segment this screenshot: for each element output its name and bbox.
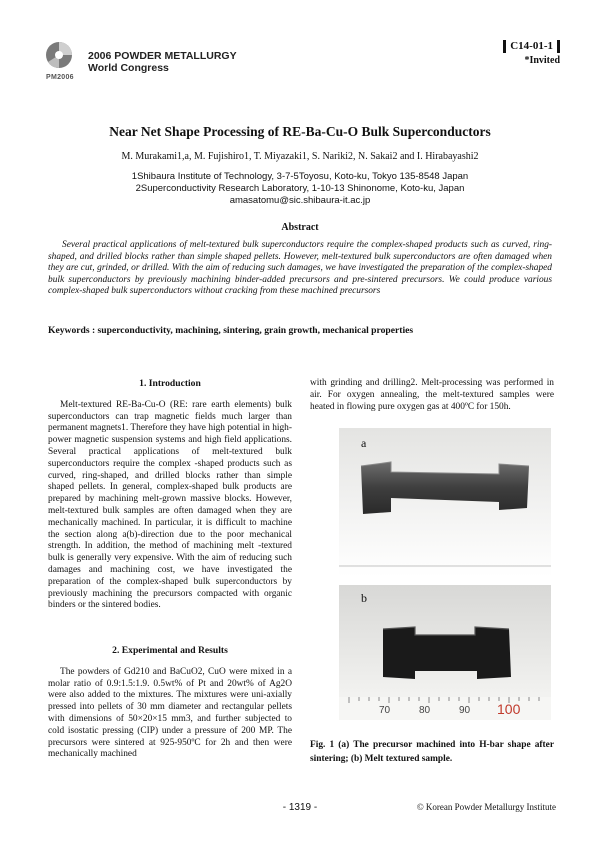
author-email: amasatomu@sic.shibaura-it.ac.jp [229,195,371,206]
figure-photo-b [339,585,551,720]
conference-name [88,50,237,74]
exp-paragraph: The powders of Gd210 and BaCuO2, CuO were mixed in a molar ratio of 0.9:1.5:1.9. 0.5wt% of Pt and 20wt% of Ag2O were also added to the mixtures. The mixtures were uni-axially pressed into pellets of 30 mm diameter and rectangular pellets with dimensions of 50×20×15 mm3, and further subjected to cold isostatic pressing (CIP) under a pressure of 200 MP. The precursors were sintered at 925-950ºC for 2h and then were mechanically machined [48,666,292,760]
ruler-number-80: 80 [419,705,431,716]
figure-photo-a [339,428,551,577]
figure-label-a: a [361,436,367,450]
figure-label-b: b [361,591,367,605]
right-column-text: with grinding and drilling2. Melt-processing was performed in air. For oxygen annealing, the melt-textured samples were heated in flowing pure oxygen gas at 400ºC for 150h. [310,378,554,412]
page-number: - 1319 - [282,802,318,813]
intro-heading: 1. Introduction [139,378,201,389]
paper-code: C14-01-1 [503,40,560,53]
affiliation-1: 1Shibaura Institute of Technology, 3-7-5Toyosu, Koto-ku, Tokyo 135-8548 Japan [131,171,469,182]
ruler-number-70: 70 [379,705,391,716]
conference-line-1: 2006 POWDER METALLURGY [88,50,237,62]
ruler-number-100: 100 [497,701,521,717]
ruler-number-90: 90 [459,705,471,716]
intro-paragraph: Melt-textured RE-Ba-Cu-O (RE: rare earth elements) bulk superconductors can trap magnetic fields much larger than permanent magnets1. Therefore they have high potential in high-power magnetic suspension systems and high field applications. Several practical applications of melt-textured bulk superconductors require the complex -shaped products such as curved, ring-shaped, and drilled blocks rather than simple shaped pellets. In general, complex-shaped bulk products are prepared by machining melt-grown massive blocks. However, melt-textured bulk samples are often damaged when they are mechanically machined. In particular, it is difficult to machine the section along a(b)-direction due to the poor mechanical strength. In addition, the method of machining melt -textured bulk is generally very expensive. With the aim of reducing such damages and machining cost, we have investigated the preparation of the complex-shaped bulk superconductors by previously machining the precursors compacted with organic binders or the sintered bodies. [48,399,292,611]
experimental-section [48,645,292,761]
pm2006-logo-icon [44,40,74,74]
conference-line-2: World Congress [88,62,169,74]
logo-year-text: PM2006 [46,74,74,81]
abstract-text: Several practical applications of melt-textured bulk superconductors require the complex-shaped products such as curved, ring-shaped, and drilled blocks rather than simple shaped pellets. However, melt-textured bulk superconductors are often damaged when they are cut, grinded, or drilled. With the aim of reducing such damages, we have investigated the preparation of the complex-shaped bulk superconductors by previously machining binder-added precursors and pre-sintered precursors. We could produce various complex-shaped bulk superconductors without cracking from these machined precursors [48,240,552,297]
keywords-line: Keywords : superconductivity, machining, sintering, grain growth, mechanical properties [48,325,414,336]
author-list: M. Murakami1,a, M. Fujishiro1, T. Miyazaki1, S. Nariki2, N. Sakai2 and I. Hirabayashi2 [121,151,479,162]
paper-title: Near Net Shape Processing of RE-Ba-Cu-O Bulk Superconductors [109,124,491,139]
abstract-heading: Abstract [281,222,319,233]
paper-code-block [503,40,560,66]
figure-caption: Fig. 1 (a) The precursor machined into H-bar shape after sintering; (b) Melt textured sample. [310,740,554,764]
affiliation-2: 2Superconductivity Research Laboratory, 1-10-13 Shinonome, Koto-ku, Japan [135,183,465,194]
exp-heading: 2. Experimental and Results [112,645,228,656]
copyright-notice: © Korean Powder Metallurgy Institute [416,802,556,812]
invited-label: *Invited [524,55,560,66]
introduction-section [48,378,292,612]
